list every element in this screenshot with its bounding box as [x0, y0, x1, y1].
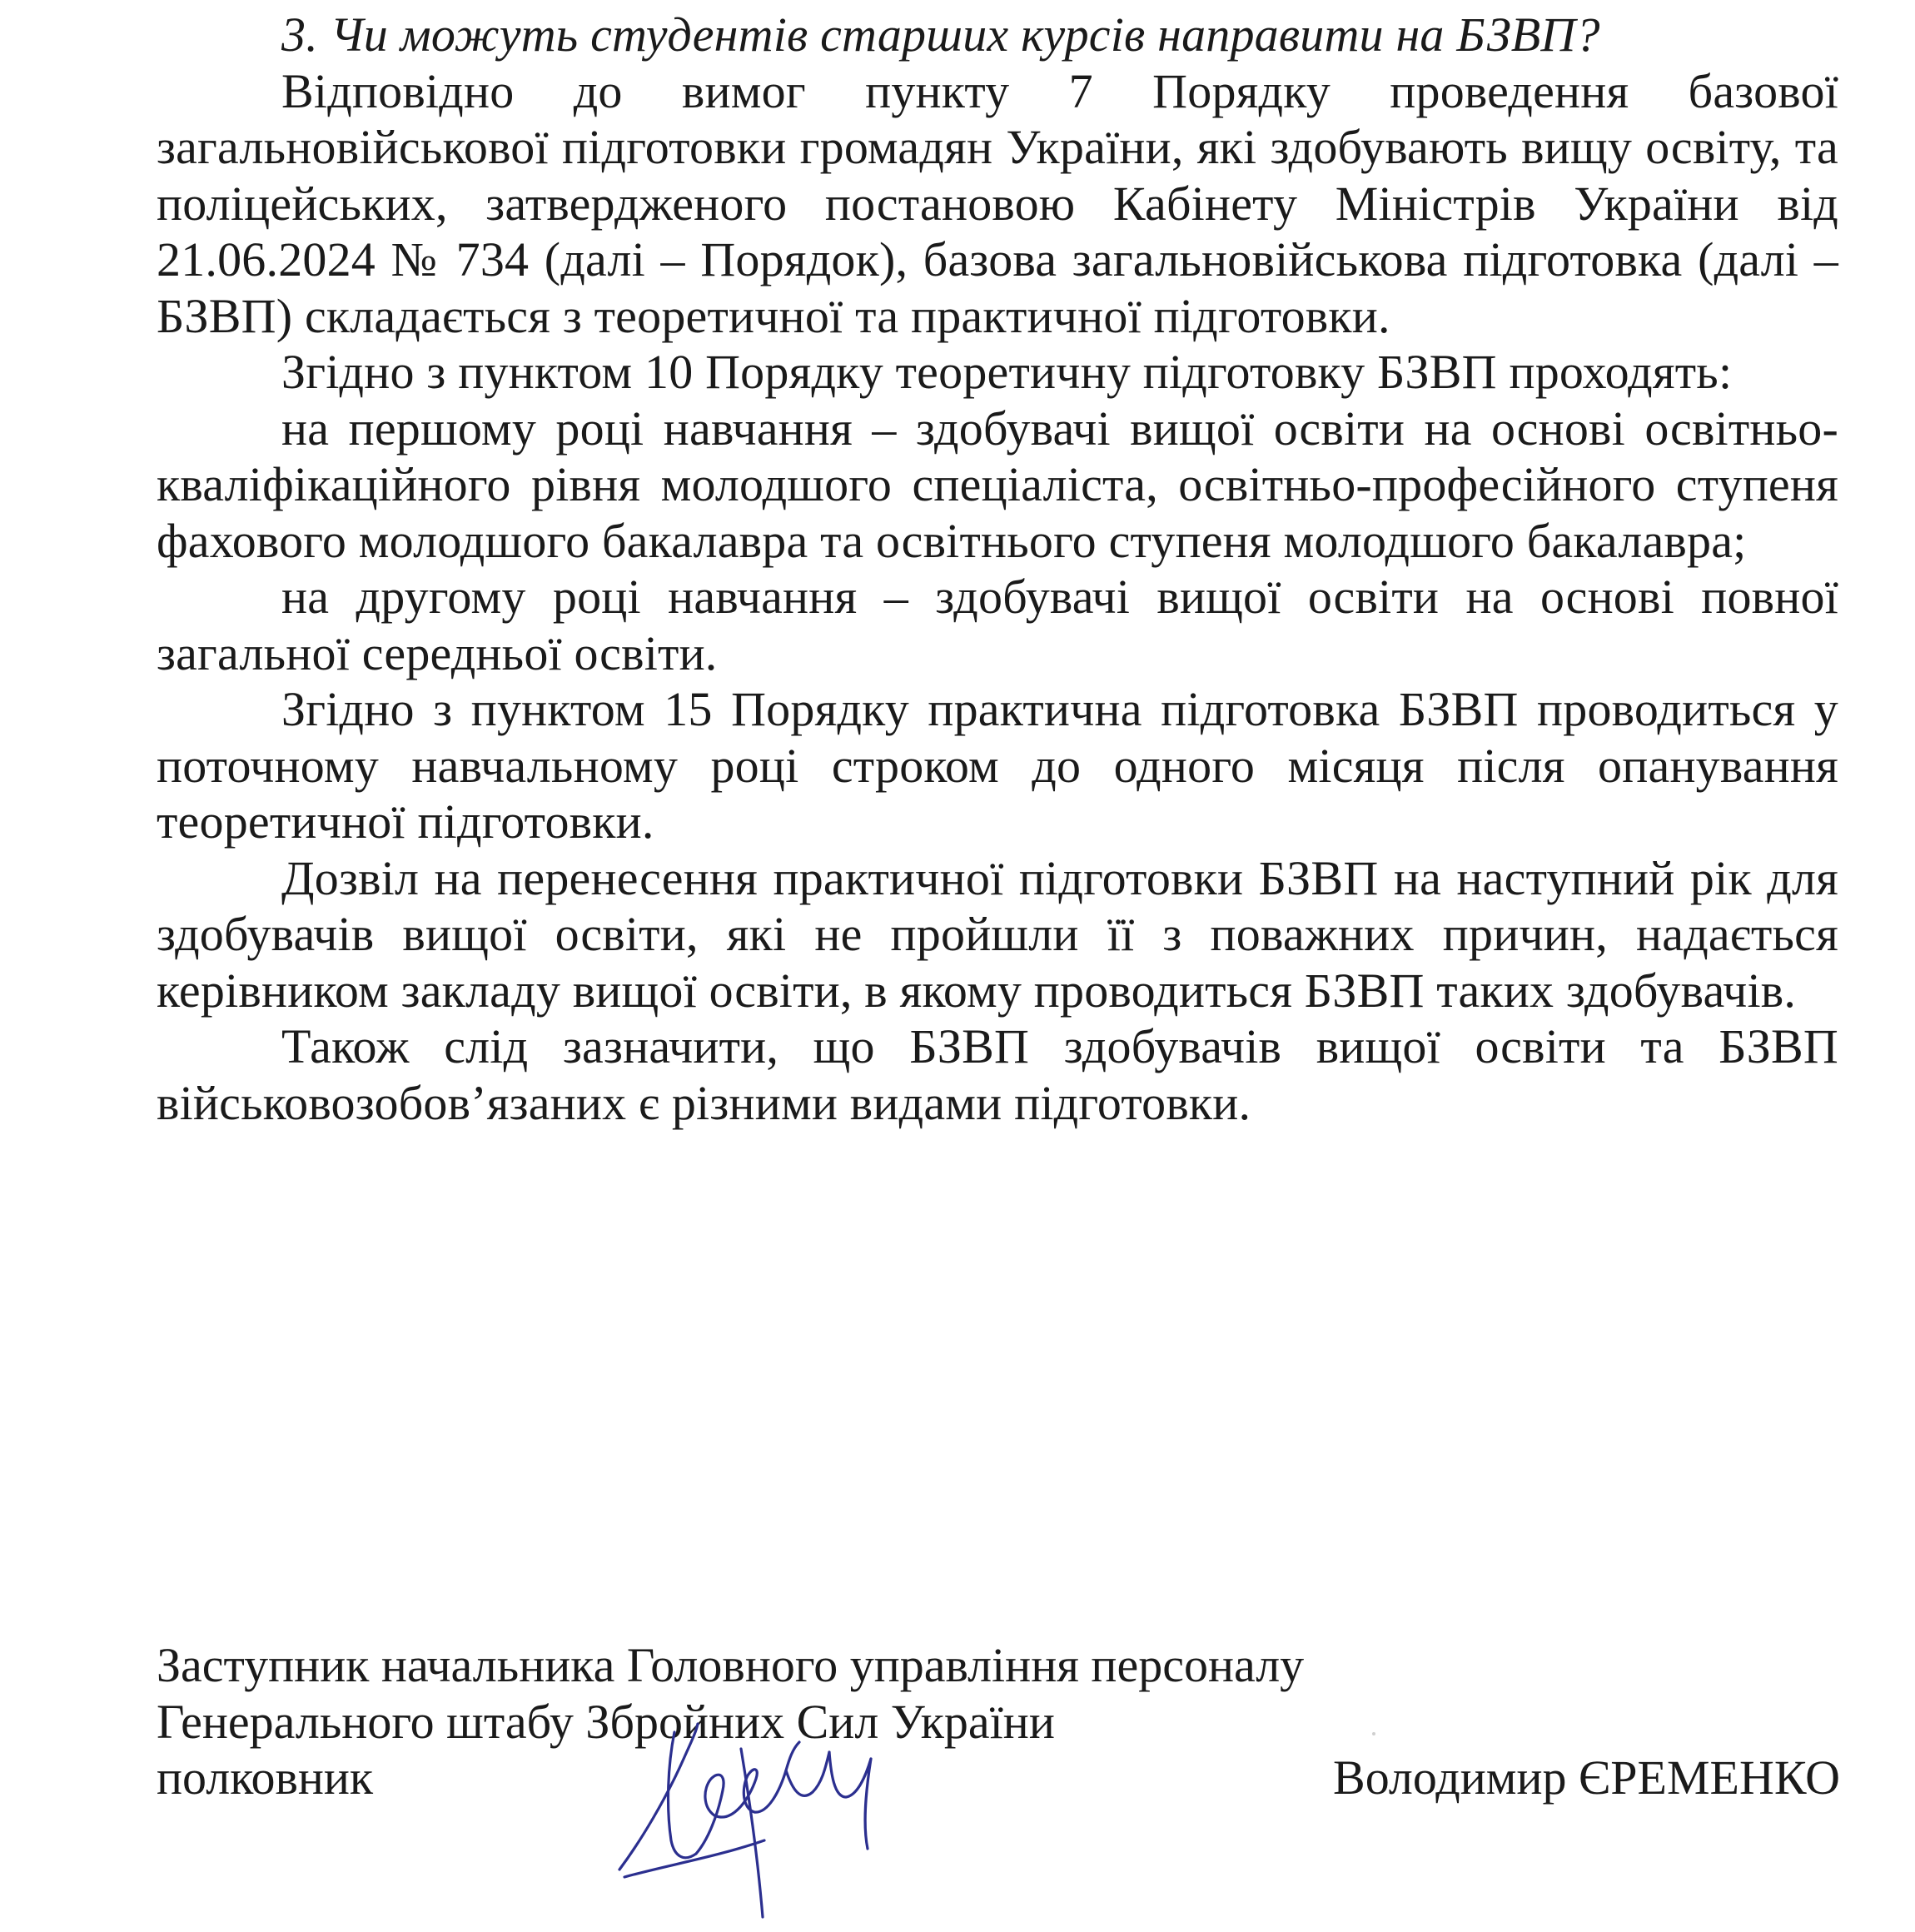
paragraph-5: Згідно з пунктом 15 Порядку практична підготовка БЗВП проводиться у поточному навчальному році строком до одного місяця після опанування теоретичної підготовки.: [157, 682, 1838, 849]
document-body: [157, 7, 1838, 1131]
paragraph-2: Згідно з пунктом 10 Порядку теоретичну підготовку БЗВП проходять:: [281, 345, 1733, 399]
paragraph-3: на першому році навчання – здобувачі вищої освіти на основі освітньо-кваліфікаційного рівня молодшого спеціаліста, освітньо-професійного ступеня фахового молодшого бакалавра та освітнього ступеня молодшого бакалавра;: [157, 401, 1838, 568]
signature-block: [157, 1637, 1838, 1806]
signatory-name: Володимир ЄРЕМЕНКО: [1333, 1750, 1840, 1805]
paragraph-7: Також слід зазначити, що БЗВП здобувачів вищої освіти та БЗВП військовозобов’язаних є різними видами підготовки.: [157, 1019, 1838, 1130]
scan-speck: [1372, 1732, 1375, 1735]
paragraph-1: Відповідно до вимог пункту 7 Порядку проведення базової загальновійськової підготовки громадян України, які здобувають вищу освіту, та поліцейських, затвердженого постановою Кабінету Міністрів України від 21.06.2024 № 734 (далі – Порядок), базова загальновійськова підготовка (далі – БЗВП) складається з теоретичної та практичної підготовки.: [157, 63, 1838, 343]
question-heading: 3. Чи можуть студентів старших курсів направити на БЗВП?: [281, 7, 1600, 62]
paragraph-6: Дозвіл на перенесення практичної підготовки БЗВП на наступний рік для здобувачів вищої освіти, які не пройшли її з поважних причин, надається керівником закладу вищої освіти, в якому проводиться БЗВП таких здобувачів.: [157, 850, 1838, 1018]
signatory-position-line-1: Заступник начальника Головного управління персоналу: [157, 1638, 1305, 1692]
paragraph-4: на другому році навчання – здобувачі вищої освіти на основі повної загальної середньої освіти.: [157, 570, 1838, 680]
handwritten-signature: [616, 1699, 891, 1924]
signatory-rank: полковник: [157, 1750, 374, 1805]
signatory-position-line-2: Генерального штабу Збройних Сил України: [157, 1694, 1055, 1749]
